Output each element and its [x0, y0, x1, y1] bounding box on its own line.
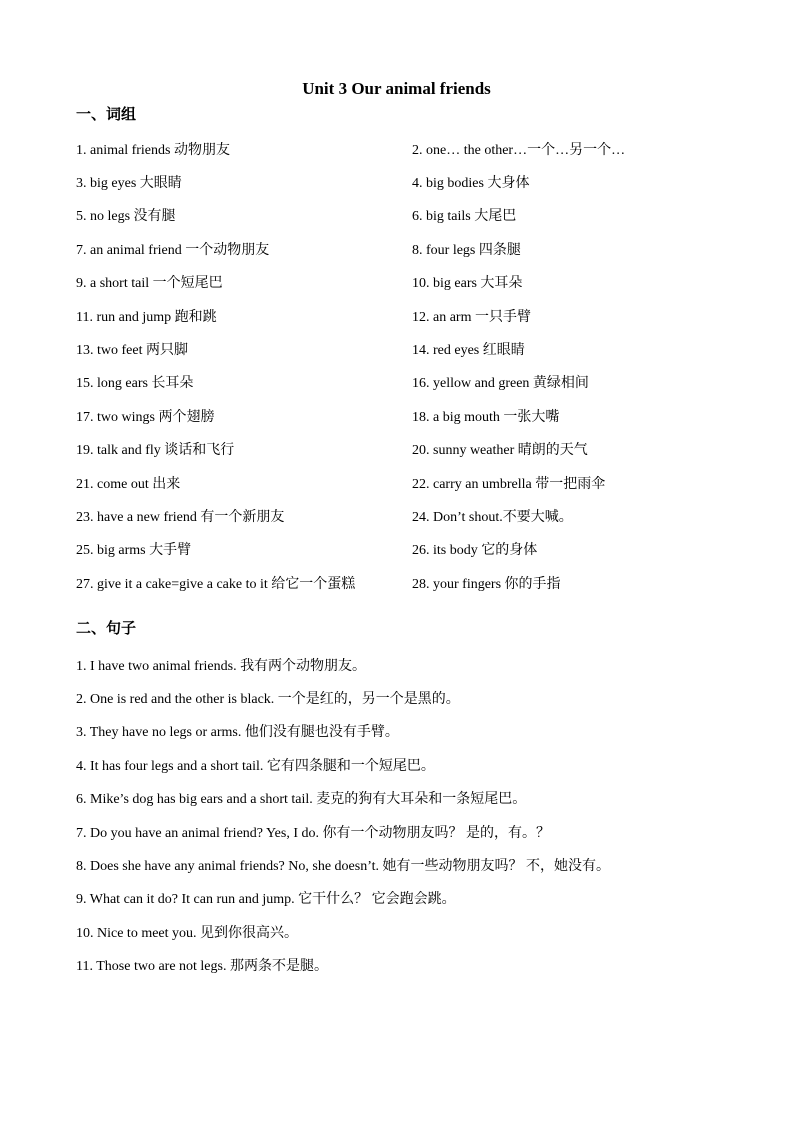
vocab-item: 27. give it a cake=give a cake to it 给它一个蛋糕 [76, 576, 356, 592]
vocab-row [76, 468, 726, 501]
vocab-item: 1. animal friends 动物朋友 [76, 142, 230, 158]
vocab-item: 9. a short tail 一个短尾巴 [76, 276, 223, 292]
sentence-item: 4. It has four legs and a short tail. 它有四条腿和一个短尾巴。 [76, 758, 435, 774]
vocab-row [76, 535, 726, 568]
vocab-item: 6. big tails 大尾巴 [412, 209, 517, 225]
vocab-row [76, 134, 726, 167]
vocab-item: 5. no legs 没有腿 [76, 209, 176, 225]
sentence-item: 1. I have two animal friends. 我有两个动物朋友。 [76, 658, 367, 674]
vocab-row [76, 401, 726, 434]
vocab-item: 20. sunny weather 晴朗的天气 [412, 443, 588, 459]
sentence-item: 3. They have no legs or arms. 他们没有腿也没有手臂。 [76, 725, 399, 741]
vocab-item: 3. big eyes 大眼睛 [76, 176, 182, 192]
vocab-item: 18. a big mouth 一张大嘴 [412, 409, 560, 425]
vocab-section-heading: 一、词组 [76, 105, 137, 123]
vocab-item: 11. run and jump 跑和跳 [76, 309, 217, 325]
sentence-item: 6. Mike’s dog has big ears and a short tail. 麦克的狗有大耳朵和一条短尾巴。 [76, 792, 527, 808]
sentence-item: 11. Those two are not legs. 那两条不是腿。 [76, 959, 328, 975]
sentence-list [76, 650, 726, 984]
vocab-row [76, 568, 726, 601]
vocab-row [76, 234, 726, 267]
sentence-item: 7. Do you have an animal friend? Yes, I do. 你有一个动物朋友吗？ 是的，有。？ [76, 825, 551, 841]
vocab-row [76, 201, 726, 234]
vocab-item: 25. big arms 大手臂 [76, 543, 192, 559]
vocab-item: 22. carry an umbrella 带一把雨伞 [412, 476, 606, 492]
vocab-row [76, 368, 726, 401]
vocab-row [76, 334, 726, 367]
vocab-item: 7. an animal friend 一个动物朋友 [76, 242, 270, 258]
vocab-item: 4. big bodies 大身体 [412, 176, 530, 192]
sentence-item: 10. Nice to meet you. 见到你很高兴。 [76, 925, 299, 941]
sentence-item: 8. Does she have any animal friends? No, she doesn’t. 她有一些动物朋友吗？ 不，她没有。 [76, 859, 610, 875]
vocab-row [76, 435, 726, 468]
vocab-item: 16. yellow and green 黄绿相间 [412, 376, 589, 392]
vocab-row [76, 268, 726, 301]
vocab-row [76, 167, 726, 200]
vocab-list [76, 134, 726, 601]
vocab-item: 14. red eyes 红眼睛 [412, 343, 525, 359]
sentence-item: 9. What can it do? It can run and jump. 它干什么？ 它会跑会跳。 [76, 892, 456, 908]
vocab-row [76, 301, 726, 334]
vocab-item: 2. one… the other…一个…另一个… [412, 142, 626, 158]
vocab-item: 13. two feet 两只脚 [76, 343, 188, 359]
sentence-item: 2. One is red and the other is black. 一个是红的，另一个是黑的。 [76, 692, 460, 708]
vocab-item: 17. two wings 两个翅膀 [76, 409, 215, 425]
vocab-item: 21. come out 出来 [76, 476, 181, 492]
vocab-item: 23. have a new friend 有一个新朋友 [76, 509, 285, 525]
vocab-item: 10. big ears 大耳朵 [412, 276, 523, 292]
vocab-item: 12. an arm 一只手臂 [412, 309, 531, 325]
vocab-item: 15. long ears 长耳朵 [76, 376, 194, 392]
vocab-item: 19. talk and fly 谈话和飞行 [76, 443, 235, 459]
page-title: Unit 3 Our animal friends [302, 79, 491, 98]
vocab-item: 8. four legs 四条腿 [412, 242, 521, 258]
vocab-item: 26. its body 它的身体 [412, 543, 538, 559]
vocab-row [76, 501, 726, 534]
vocab-item: 24. Don’t shout.不要大喊。 [412, 509, 573, 525]
vocab-item: 28. your fingers 你的手指 [412, 576, 561, 592]
sentence-section-heading: 二、句子 [76, 619, 137, 637]
